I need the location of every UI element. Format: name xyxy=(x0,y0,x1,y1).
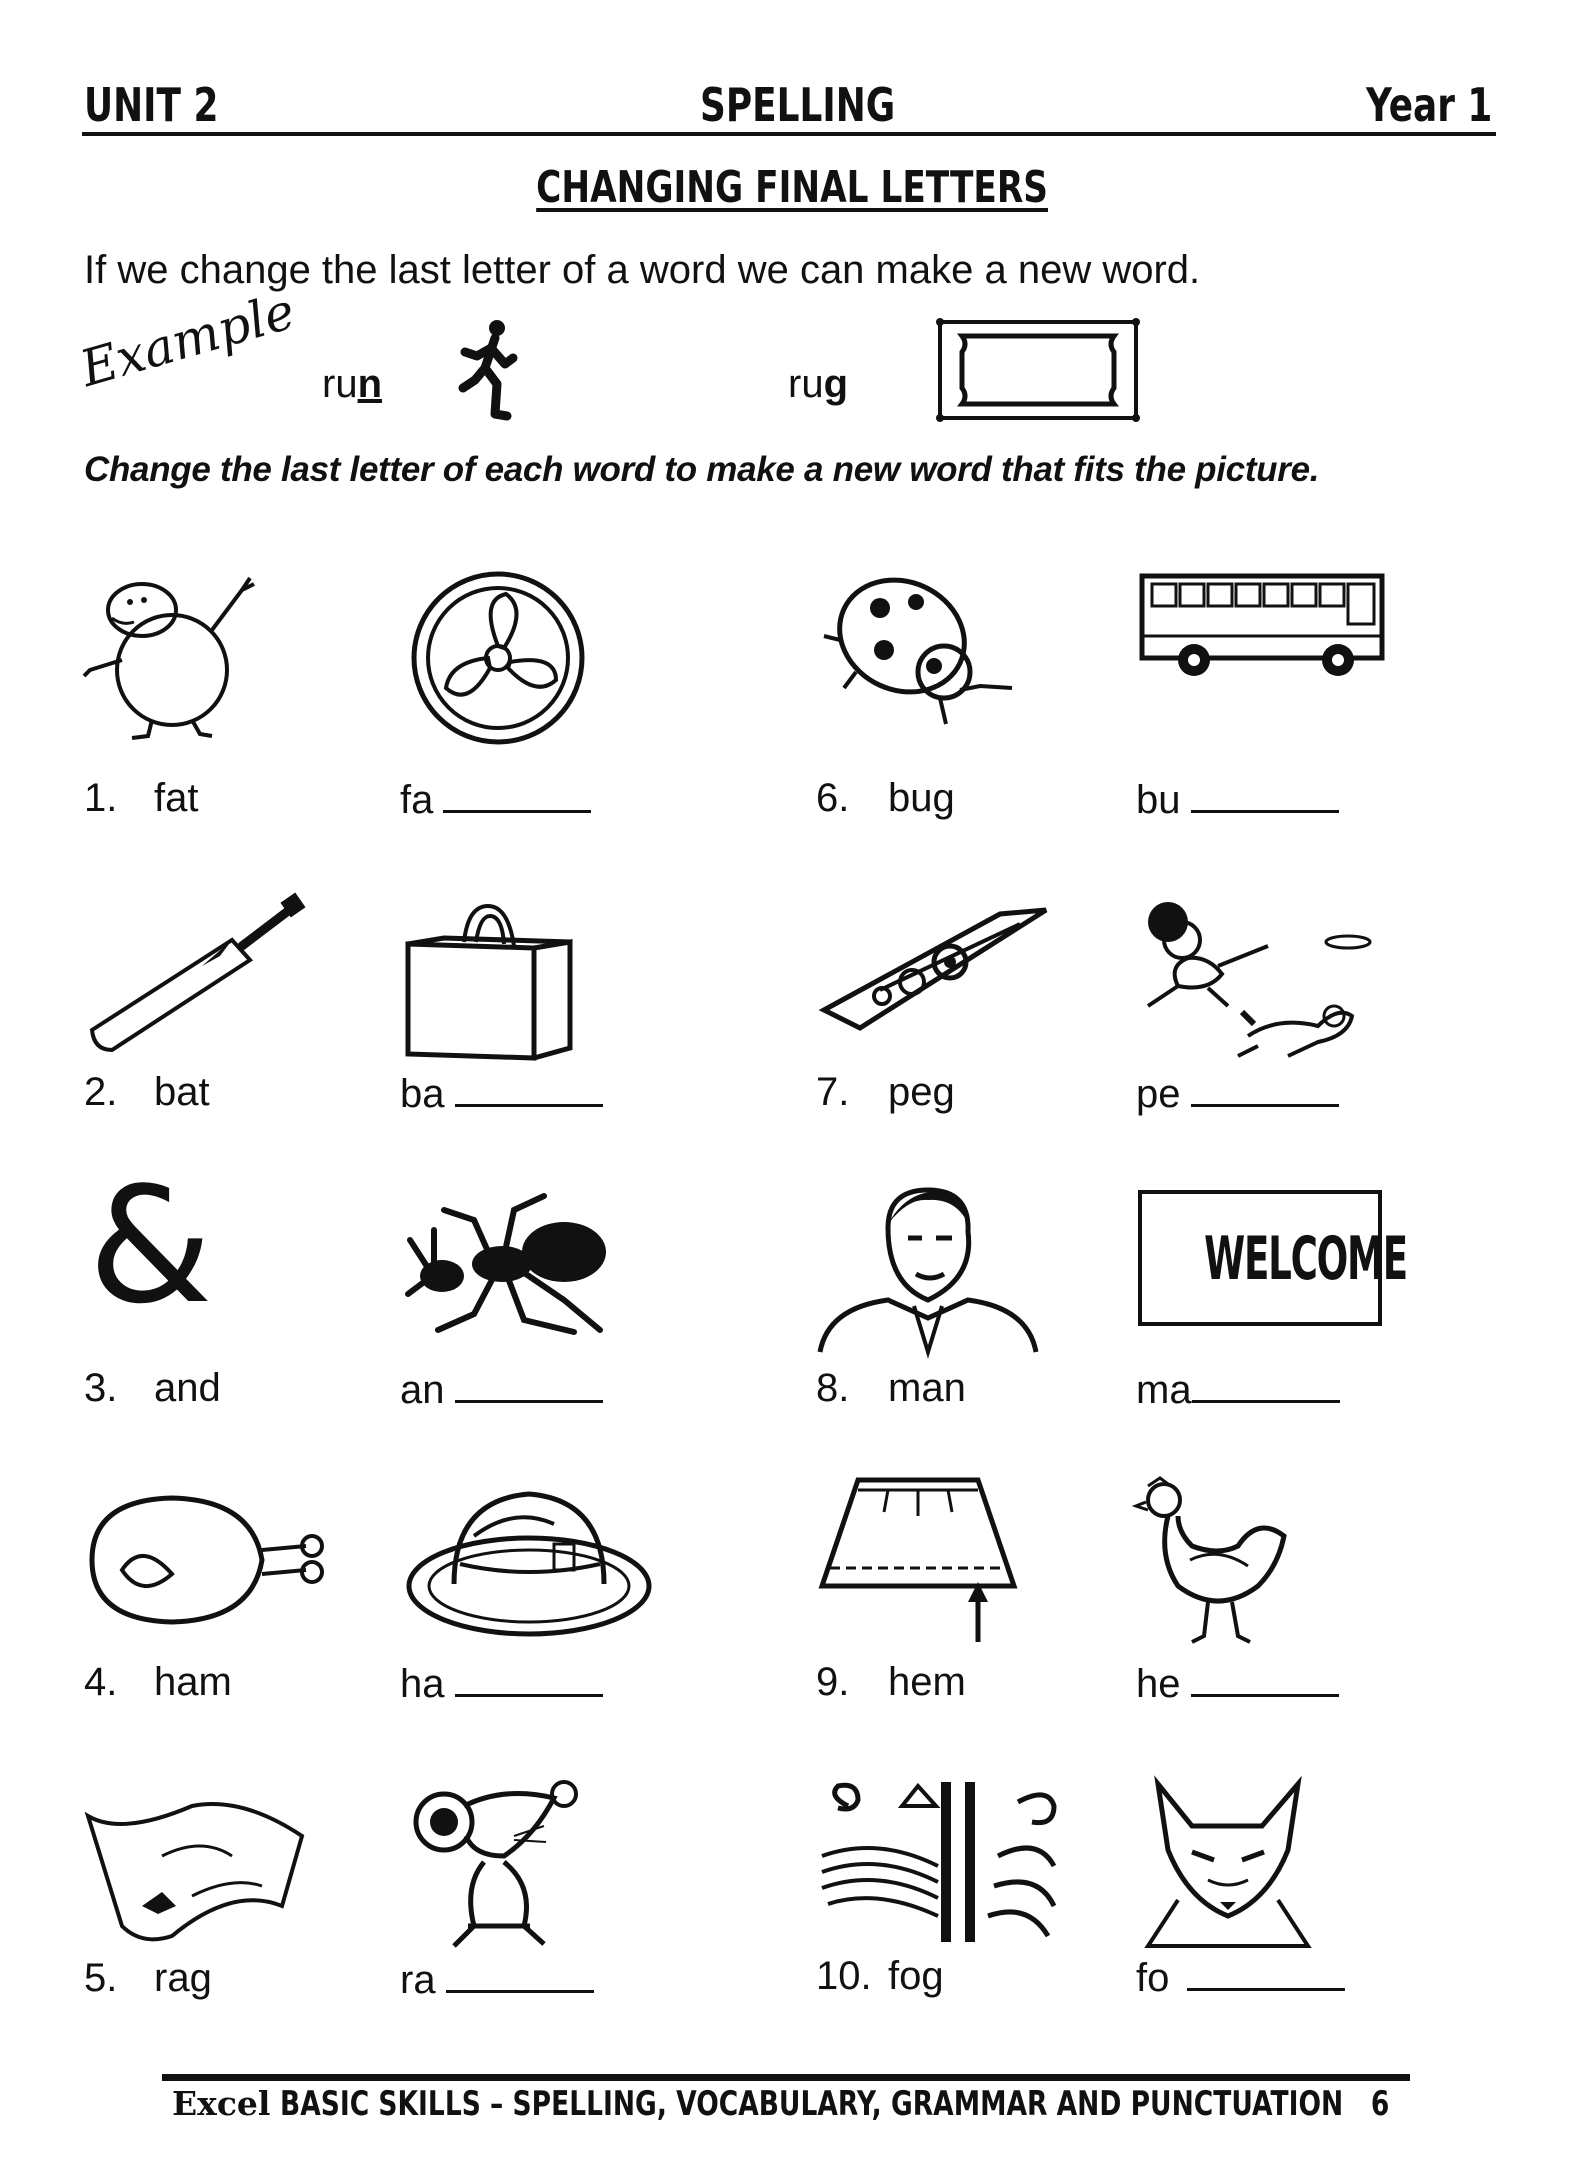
fog-picture xyxy=(818,1776,1068,1946)
exercise-1-word: fat xyxy=(154,776,199,820)
ladybug-picture xyxy=(820,568,1016,728)
example-word-run: run xyxy=(322,362,383,406)
exercise-9-number: 9. xyxy=(816,1660,850,1704)
runner-icon xyxy=(455,318,525,418)
rat-picture xyxy=(404,1776,584,1952)
bag-picture xyxy=(404,898,576,1060)
year-label: Year 1 xyxy=(1366,78,1493,132)
hat-picture xyxy=(404,1480,654,1640)
exercise-4-answer[interactable]: ha xyxy=(400,1660,603,1707)
rag-picture xyxy=(82,1796,312,1946)
exercise-7-number: 7. xyxy=(816,1070,850,1114)
exercise-1-number: 1. xyxy=(84,776,118,820)
exercise-10-answer[interactable]: fo xyxy=(1136,1954,1345,2001)
clothes-peg-picture xyxy=(820,900,1050,1030)
cricket-bat-picture xyxy=(82,890,312,1060)
exercise-5-number: 5. xyxy=(84,1956,118,2000)
exercise-6-word: bug xyxy=(888,776,955,820)
page-title: CHANGING FINAL LETTERS xyxy=(536,162,1048,213)
welcome-text: WELCOME xyxy=(1204,1224,1407,1294)
exercise-5-answer[interactable]: ra xyxy=(400,1956,594,2003)
subject-label: SPELLING xyxy=(700,78,896,132)
exercise-6-number: 6. xyxy=(816,776,850,820)
exercise-1-answer[interactable]: fa xyxy=(400,776,591,823)
footer-rule xyxy=(162,2074,1410,2081)
ampersand-picture: & xyxy=(88,1152,213,1339)
exercise-9-word: hem xyxy=(888,1660,966,1704)
exercise-2-word: bat xyxy=(154,1070,210,1114)
exercise-2-number: 2. xyxy=(84,1070,118,1114)
page-number: 6 xyxy=(1370,2084,1390,2124)
exercise-10-word: fog xyxy=(888,1954,944,1998)
exercise-7-word: peg xyxy=(888,1070,955,1114)
instruction-text: Change the last letter of each word to make a new word that fits the picture. xyxy=(84,450,1320,489)
man-portrait-picture xyxy=(818,1188,1038,1354)
fox-picture xyxy=(1138,1780,1318,1948)
exercise-5-word: rag xyxy=(154,1956,212,2000)
exercise-3-word: and xyxy=(154,1366,221,1410)
exercise-6-answer[interactable]: bu xyxy=(1136,776,1339,823)
ant-picture xyxy=(404,1190,610,1340)
exercise-10-number: 10. xyxy=(816,1954,872,1998)
exercise-7-answer[interactable]: pe xyxy=(1136,1070,1339,1117)
exercise-3-number: 3. xyxy=(84,1366,118,1410)
footer-brand: Excel xyxy=(172,2084,271,2123)
exercise-9-answer[interactable]: he xyxy=(1136,1660,1339,1707)
exercise-2-answer[interactable]: ba xyxy=(400,1070,603,1117)
rug-icon xyxy=(936,318,1140,422)
footer xyxy=(172,2084,1584,2124)
unit-label: UNIT 2 xyxy=(84,78,219,132)
bus-picture xyxy=(1138,572,1388,684)
exercise-4-word: ham xyxy=(154,1660,232,1704)
exercise-4-number: 4. xyxy=(84,1660,118,1704)
exercise-8-number: 8. xyxy=(816,1366,850,1410)
header-rule xyxy=(82,132,1496,136)
ham-leg-picture xyxy=(82,1490,334,1630)
exercise-8-answer[interactable]: ma xyxy=(1136,1366,1340,1413)
welcome-mat-picture xyxy=(1138,1190,1407,1326)
girl-dog-frisbee-picture xyxy=(1138,896,1374,1066)
exercise-8-word: man xyxy=(888,1366,966,1410)
example-word-rug: rug xyxy=(788,362,849,406)
fan-picture xyxy=(410,570,586,746)
skirt-hem-picture xyxy=(818,1476,1018,1646)
exercise-3-answer[interactable]: an xyxy=(400,1366,603,1413)
example-label: Example xyxy=(74,281,302,398)
footer-text: BASIC SKILLS – SPELLING, VOCABULARY, GRAMMAR AND PUNCTUATION xyxy=(279,2084,1344,2124)
intro-text: If we change the last letter of a word we can make a new word. xyxy=(84,248,1201,292)
fat-man-picture xyxy=(82,570,262,740)
hen-picture xyxy=(1138,1476,1288,1648)
